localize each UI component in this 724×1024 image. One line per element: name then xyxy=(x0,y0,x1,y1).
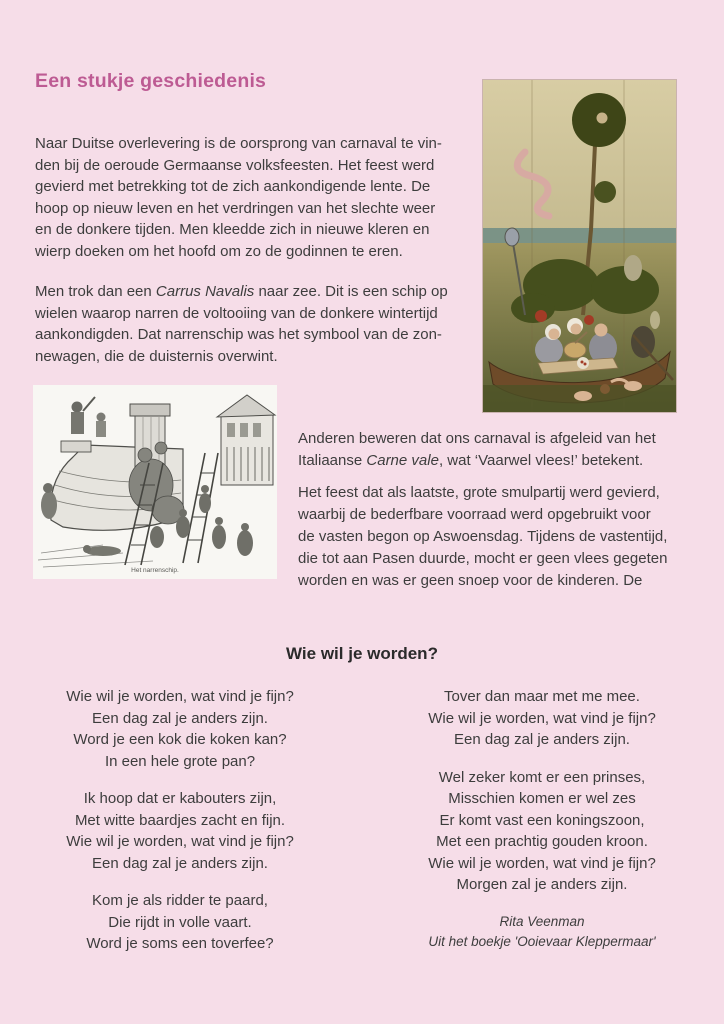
poem-stanza xyxy=(20,890,340,955)
poem-stanza xyxy=(382,686,702,751)
text-run: Italiaanse xyxy=(298,452,367,469)
text-line: Die rijdt in volle vaart. xyxy=(108,913,252,931)
italic-term-carrus-navalis: Carrus Navalis xyxy=(155,283,255,300)
text-line: Word je een kok die koken kan? xyxy=(73,731,287,748)
text-line: Morgen zal je anders zijn. xyxy=(456,876,628,893)
ship-of-fools-painting-art xyxy=(483,80,676,412)
text-line: Een dag zal je anders zijn. xyxy=(454,731,630,748)
history-paragraph-2 xyxy=(35,281,448,367)
text-line: en de donkere tijden. Men kleedde zich in nieuwe kleren en xyxy=(35,221,430,238)
page-title: Een stukje geschiedenis xyxy=(35,70,267,92)
text-line: Er komt vast een koningszoon, xyxy=(439,811,645,829)
text-line: newagen, die de duisternis overwint. xyxy=(35,347,278,365)
text-run: Men trok dan een xyxy=(35,283,156,300)
text-line: wierp doeken om het hoofd om zo de godinnen te eren. xyxy=(35,242,403,260)
narrenschip-engraving-art xyxy=(33,385,277,579)
text-line: Wie wil je worden, wat vind je fijn? xyxy=(66,688,294,705)
text-line: Een dag zal je anders zijn. xyxy=(92,709,268,727)
text-line: Ik hoop dat er kabouters zijn, xyxy=(83,790,277,807)
poem-stanza xyxy=(382,767,702,896)
poem-title: Wie wil je worden? xyxy=(286,644,438,663)
history-paragraph-3 xyxy=(298,428,667,472)
text-line: Anderen beweren dat ons carnaval is afgeleid van het xyxy=(298,430,656,447)
text-line: hoop op nieuw leven en het verdringen van het slechte weer xyxy=(35,199,436,217)
poem-column-right xyxy=(382,686,702,953)
text-line: de vasten begon op Aswoensdag. Tijdens de vastentijd, xyxy=(298,528,668,545)
poem-stanza xyxy=(20,788,340,874)
text-line: Kom je als ridder te paard, xyxy=(92,892,268,909)
engraving-caption: Het narrenschip. xyxy=(131,567,179,574)
text-line: wielen waarop narren de voltooiing van de donkere wintertijd xyxy=(35,304,438,322)
text-line: Wie wil je worden, wat vind je fijn? xyxy=(428,854,656,872)
text-line: Rita Veenman xyxy=(499,913,585,929)
text-line: worden en was er geen snoep voor de kinderen. De xyxy=(298,572,643,589)
text-line: Met witte baardjes zacht en fijn. xyxy=(74,811,286,829)
text-line: Uit het boekje 'Ooievaar Kleppermaar' xyxy=(428,934,656,949)
text-line: Wel zeker komt er een prinses, xyxy=(438,768,646,786)
text-line: Een dag zal je anders zijn. xyxy=(92,854,268,872)
history-paragraph-1 xyxy=(35,133,442,262)
poem-stanza xyxy=(20,686,340,772)
text-line: Wie wil je worden, wat vind je fijn? xyxy=(428,709,656,727)
poem-column-left xyxy=(20,686,340,971)
text-line: Naar Duitse overlevering is de oorsprong van carnaval te vin- xyxy=(35,135,442,152)
text-line: Tover dan maar met me mee. xyxy=(444,688,640,705)
text-line xyxy=(35,281,448,303)
history-paragraph-4 xyxy=(298,482,667,592)
text-line: Met een prachtig gouden kroon. xyxy=(436,833,648,850)
carnival-right-column xyxy=(298,428,667,592)
text-line: den bij de oeroude Germaanse volksfeesten. Het feest werd xyxy=(35,156,435,174)
text-line: gevierd met betrekking tot de zich aankondigende lente. De xyxy=(35,178,431,195)
text-run: naar zee. Dit is een schip op xyxy=(254,283,448,300)
text-line: Het feest dat als laatste, grote smulpartij werd gevierd, xyxy=(298,484,660,501)
text-line: aankondigden. Dat narrenschip was het symbool van de zon- xyxy=(35,326,442,343)
text-line: Misschien komen er wel zes xyxy=(448,790,636,807)
italic-term-carne-vale: Carne vale xyxy=(366,452,439,469)
text-run: , wat ‘Vaarwel vlees!’ betekent. xyxy=(438,452,644,469)
text-line: Word je soms een toverfee? xyxy=(86,935,274,952)
text-line xyxy=(298,450,667,472)
poem-attribution xyxy=(382,912,702,953)
text-line: waarbij de bederfbare voorraad werd opgebruikt voor xyxy=(298,506,651,523)
narrenschip-engraving xyxy=(33,385,277,579)
ship-of-fools-painting xyxy=(483,80,676,412)
text-line: Wie wil je worden, wat vind je fijn? xyxy=(66,833,294,850)
paragraph-rest xyxy=(35,303,448,368)
text-line: die tot aan Pasen duurde, mocht er geen vlees gegeten xyxy=(298,550,668,567)
text-line: In een hele grote pan? xyxy=(104,752,256,770)
